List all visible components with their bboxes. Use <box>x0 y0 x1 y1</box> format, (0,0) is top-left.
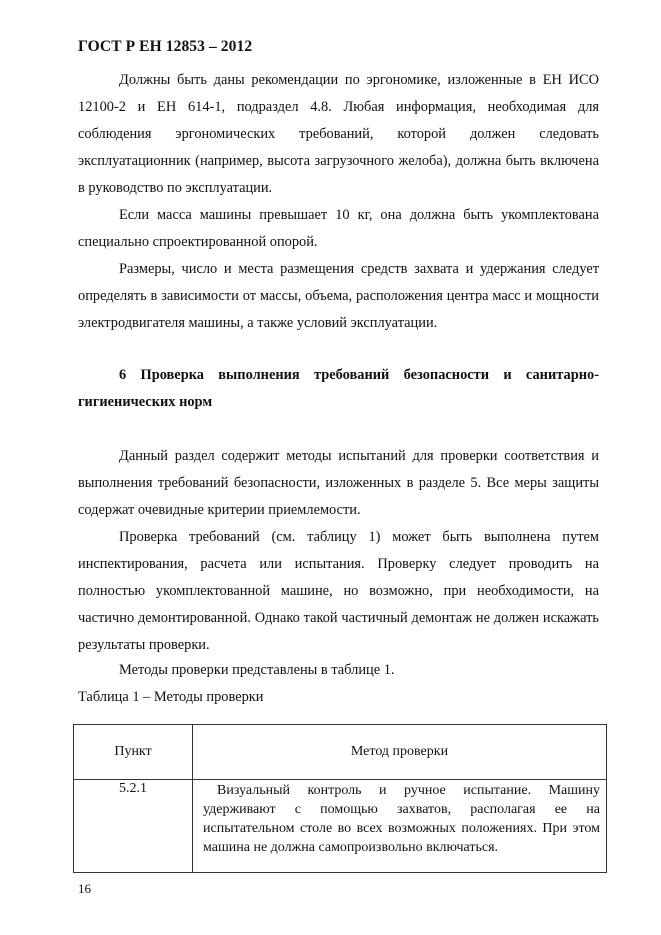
paragraph-ergonomics: Должны быть даны рекомендации по эргономике, изложенные в ЕН ИСО 12100-2 и ЕН 614-1, подраздел 4.8. Любая информация, необходимая для соблюдения эргономических требований, которой должен следовать эксплуатационник (например, высота загрузочного желоба), должна быть включена в руководство по эксплуатации. <box>78 72 599 196</box>
paragraph-verification: Проверка требований (см. таблицу 1) может быть выполнена путем инспектирования, расчета или испытания. Проверку следует проводить на полностью укомплектованной машине, но возможно, при необходимости, на частично демонтированной. Однако такой частичный демонтаж не должен искажать результаты проверки. <box>78 529 599 653</box>
table-row <box>74 780 607 873</box>
table-caption: Таблица 1 – Методы проверки <box>78 689 264 705</box>
table-cell-method: Визуальный контроль и ручное испытание. Машину удерживают с помощью захватов, располагая ее на испытательном столе во всех возможных положениях. При этом машина не должна самопроизвольно включаться. <box>193 780 607 873</box>
table-cell-item: 5.2.1 <box>74 780 193 873</box>
paragraph-machine-mass: Если масса машины превышает 10 кг, она должна быть укомплектована специально спроектированной опорой. <box>78 207 599 250</box>
document-header: ГОСТ Р ЕН 12853 – 2012 <box>78 38 253 55</box>
column-header-method: Метод проверки <box>193 725 607 780</box>
table-header-row <box>74 725 607 780</box>
page-number: 16 <box>78 881 91 896</box>
methods-table <box>73 724 607 873</box>
column-header-item: Пункт <box>74 725 193 780</box>
paragraph-section-content: Данный раздел содержит методы испытаний для проверки соответствия и выполнения требований безопасности, изложенных в разделе 5. Все меры защиты содержат очевидные критерии приемлемости. <box>78 448 599 518</box>
paragraph-methods-reference: Методы проверки представлены в таблице 1. <box>119 662 395 678</box>
section-title: 6 Проверка выполнения требований безопасности и санитарно-гигиенических норм <box>78 367 599 410</box>
paragraph-gripping-means: Размеры, число и места размещения средств захвата и удержания следует определять в зависимости от массы, объема, расположения центра масс и мощности электродвигателя машины, а также условий эксплуатации. <box>78 261 599 331</box>
